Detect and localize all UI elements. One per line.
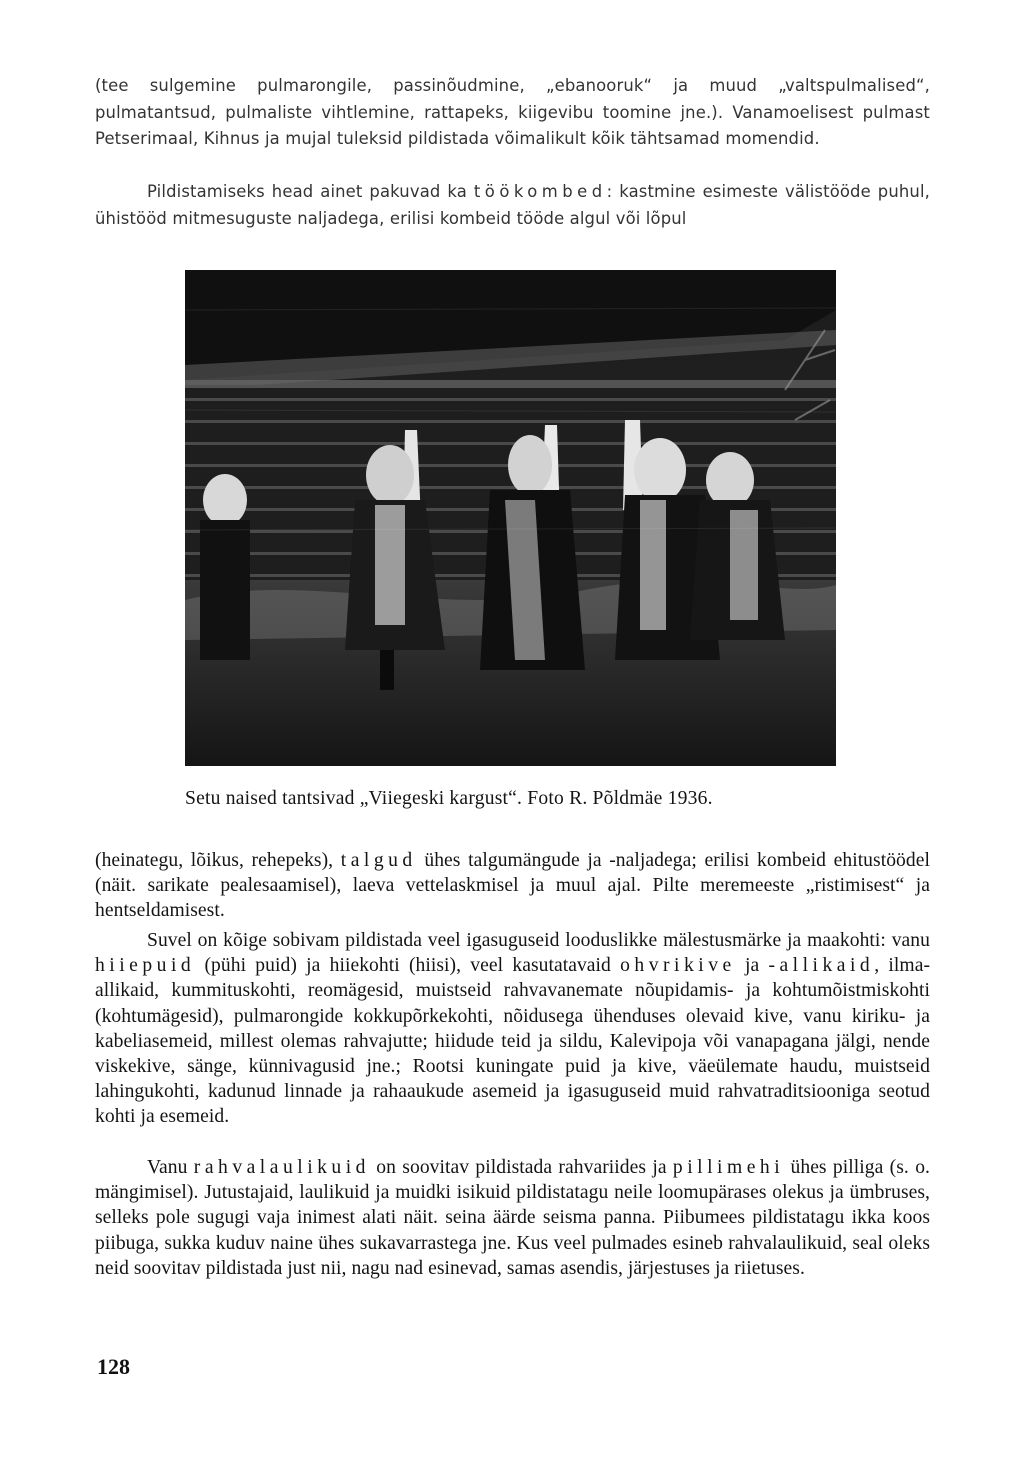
paragraph-natural-monuments — [95, 928, 930, 1130]
text-segment: (pühi puid) ja hiiekohti (hiisi), veel kasutatavaid — [195, 955, 621, 977]
text-segment: ühes pilliga (s. o. mängimisel). Jutustajaid, laulikuid ja muidki isikuid pildistatagu neile loomupärases olekus ja ümbruses, selleks pole sugugi vaja inimest alati näit. seina äärde seisma panna. Piibumees pildistatagu ikka koos piibuga, sukka kuduv naine ühes sukavarrastega jne. Kus veel pulmades esineb rahvalaulikuid, seal oleks neid soovitav pildistada just nii, nagu nad esinevad, samas asendis, järjestuses ja riietuses. — [95, 1157, 930, 1279]
spaced-term: hiiepuid — [95, 955, 196, 977]
text-segment: , ilma-allikaid, kummituskohti, reomägesid, muistseid rahvavanemate nõupidamis- ja kohtumõistmiskohti (kohtumägesid), pulmarongide kokkupõrkekohti, nõidusega ühenduses olevaid kive, vanu kiriku- ja kabeliasemeid, millest olemas rahvajutte; hiidude teid ja sildu, Kalevipoja või vanapagana jälgi, nende viskekive, sänge, künnivagusid jne.; Rootsi kuningate puid ja kive, väeülemate haudu, muistseid lahingukohti, kadunud linnade ja rahaaukude asemeid ja igasuguseid muid rahvatraditsiooniga seotud kohti ja esemeid. — [95, 955, 931, 1128]
paragraph-folk-singers — [95, 1155, 930, 1281]
text-segment: ühes talgumängude ja -naljadega; erilisi kombeid ehitustöödel (näit. sarikate pealesaamisel), laeva vettelaskmisel ja muul ajal. Pilte meremeeste „ristimisest“ ja hentseldamisest. — [95, 850, 930, 922]
spaced-term: -allikaid — [768, 955, 875, 977]
photo-setu-women-dancing — [185, 270, 836, 766]
spaced-term: talgud — [340, 850, 417, 871]
text-segment: (heinategu, lõikus, rehepeks), — [95, 850, 341, 871]
text-segment: Pildistamiseks head ainet pakuvad ka — [147, 182, 474, 201]
paragraph-talgud — [95, 848, 930, 924]
paragraph-wedding-continuation: (tee sulgemine pulmarongile, passinõudmine, „ebanooruk“ ja muud „valtspulmalised“, pulmatantsud, pulmaliste vihtlemine, rattapeks, kiigevibu toomine jne.). Vanamoelisest pulmast Petserimaal, Kihnus ja mujal tuleksid pildistada võimalikult kõik tähtsamad momendid. — [95, 76, 930, 148]
text-segment: Vanu — [147, 1157, 194, 1178]
paragraph-work-customs — [95, 179, 930, 232]
photo-caption: Setu naised tantsivad „Viiegeski kargust“. Foto R. Põldmäe 1936. — [185, 788, 713, 809]
text-segment: ja — [735, 955, 769, 977]
page-number: 128 — [97, 1354, 130, 1379]
photo-illustration — [185, 270, 836, 766]
text-segment: on soovitav pildistada rahvariides ja — [369, 1157, 673, 1178]
spaced-term: pillimehi — [672, 1157, 785, 1178]
text-segment: : kastmine esimeste välistööde puhul, ühistööd mitmesuguste naljadega, erilisi kombeid tööde algul või lõpul — [95, 182, 931, 228]
spaced-term: töökombed — [473, 182, 607, 201]
text-segment: Suvel on kõige sobivam pildistada veel igasuguseid looduslikke mälestusmärke ja maakohti: vanu — [147, 930, 930, 951]
spaced-term: ohvrikive — [620, 955, 736, 977]
spaced-term: rahvalaulikuid — [193, 1157, 370, 1178]
